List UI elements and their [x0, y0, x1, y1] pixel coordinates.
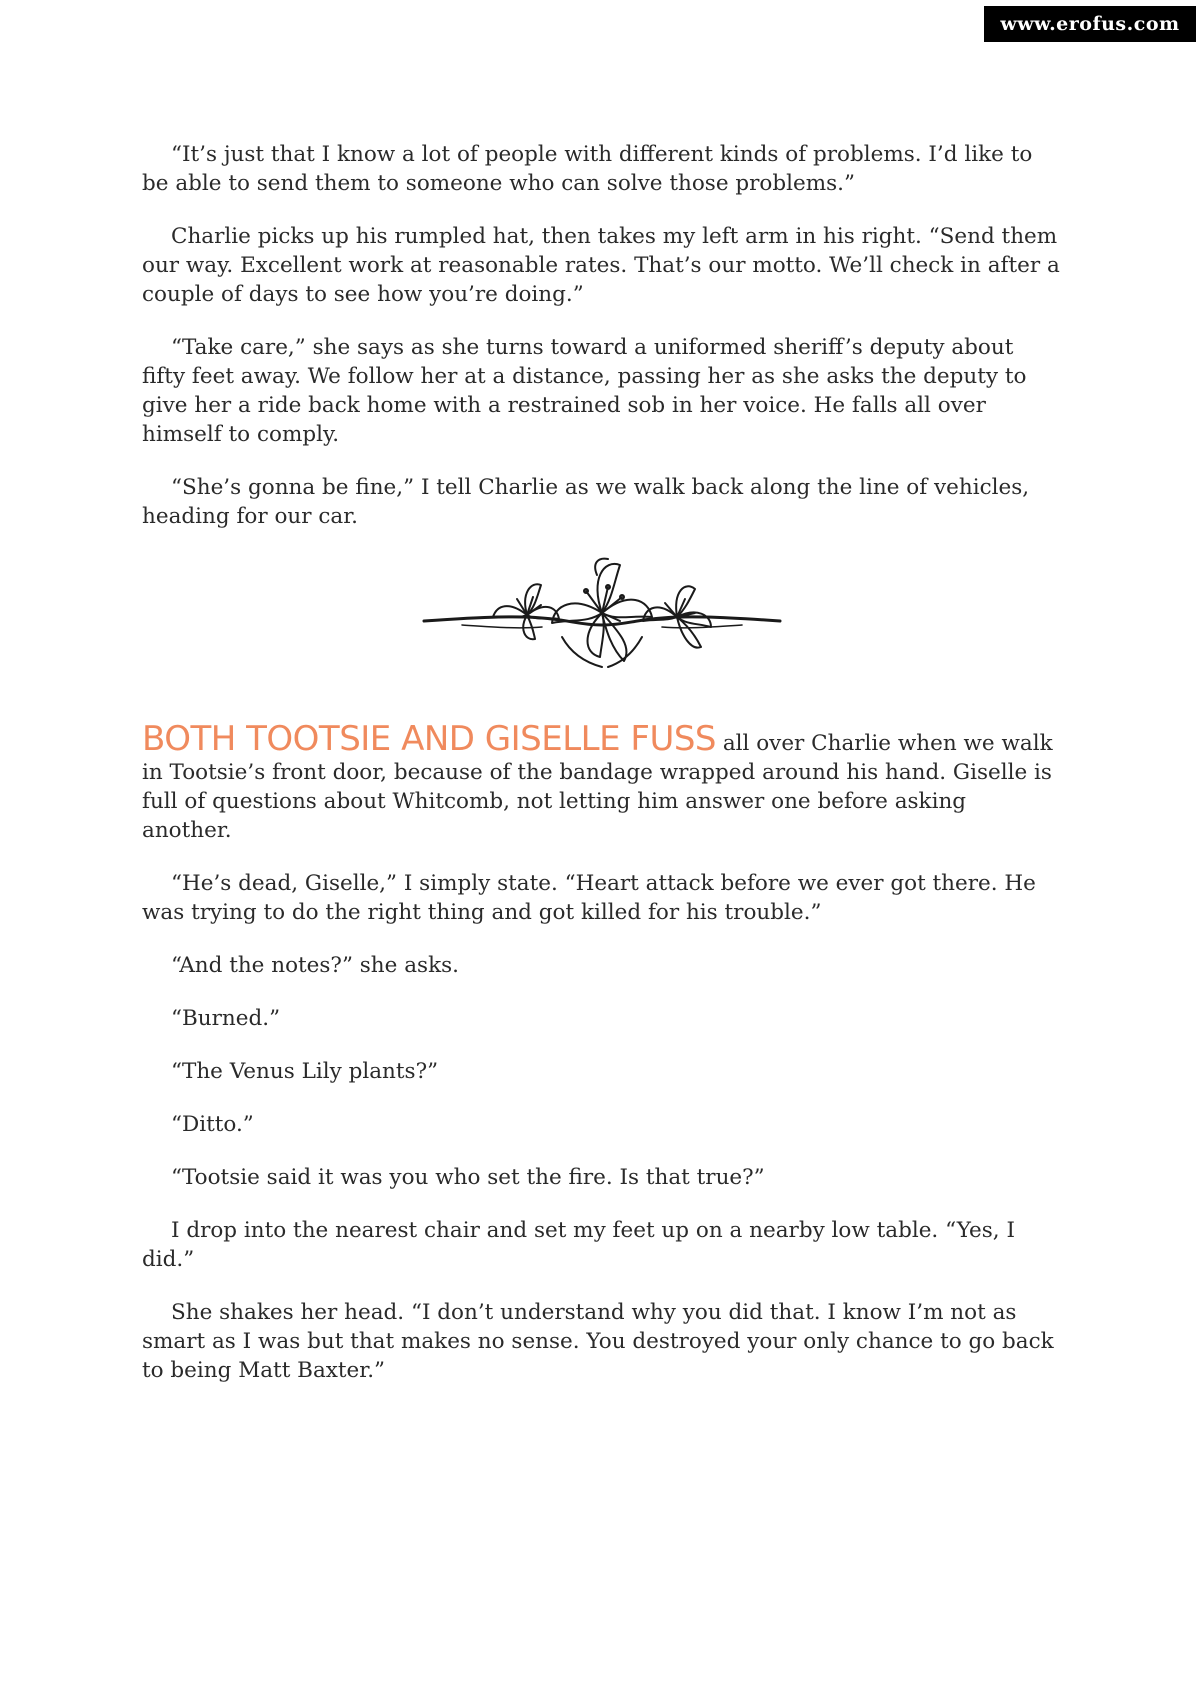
paragraph: Charlie picks up his rumpled hat, then takes my left arm in his right. “Send them our way. Excellent work at reasonable rates. That’s our motto. We’ll check in after a couple of days to see how you’re doing.”	[142, 224, 1060, 307]
paragraph: I drop into the nearest chair and set my feet up on a nearby low table. “Yes, I did.”	[142, 1218, 1015, 1272]
watermark-text: www.erofus.com	[1000, 13, 1180, 35]
paragraph: “And the notes?” she asks.	[171, 953, 459, 978]
watermark	[984, 6, 1196, 42]
lead-in-caps: BOTH TOOTSIE AND GISELLE FUSS	[142, 719, 716, 759]
paragraph: “Tootsie said it was you who set the fire. Is that true?”	[171, 1165, 765, 1190]
paragraph: “She’s gonna be fine,” I tell Charlie as we walk back along the line of vehicles, heading for our car.	[142, 475, 1030, 529]
paragraph: “The Venus Lily plants?”	[171, 1059, 439, 1084]
lily-flowers-divider-icon	[422, 555, 782, 695]
paragraph: “Take care,” she says as she turns toward a uniformed sheriff’s deputy about fifty feet away. We follow her at a distance, passing her as she asks the deputy to give her a ride back home with a restrained sob in her voice. He falls all over himself to comply.	[142, 335, 1027, 447]
page-body	[142, 140, 1062, 1409]
paragraph: “Burned.”	[171, 1006, 281, 1031]
paragraph: “He’s dead, Giselle,” I simply state. “Heart attack before we ever got there. He was trying to do the right thing and got killed for his trouble.”	[142, 871, 1036, 925]
paragraph: She shakes her head. “I don’t understand why you did that. I know I’m not as smart as I was but that makes no sense. You destroyed your only chance to go back to being Matt Baxter.”	[142, 1300, 1054, 1383]
section-lead-paragraph	[142, 719, 1062, 845]
lead-paragraph-text: all over Charlie when we walk in Tootsie’s front door, because of the bandage wrapped around his hand. Giselle is full of questions about Whitcomb, not letting him answer one before asking another.	[142, 731, 1053, 843]
paragraph: “It’s just that I know a lot of people with different kinds of problems. I’d like to be able to send them to someone who can solve those problems.”	[142, 142, 1033, 196]
paragraph: “Ditto.”	[171, 1112, 254, 1137]
